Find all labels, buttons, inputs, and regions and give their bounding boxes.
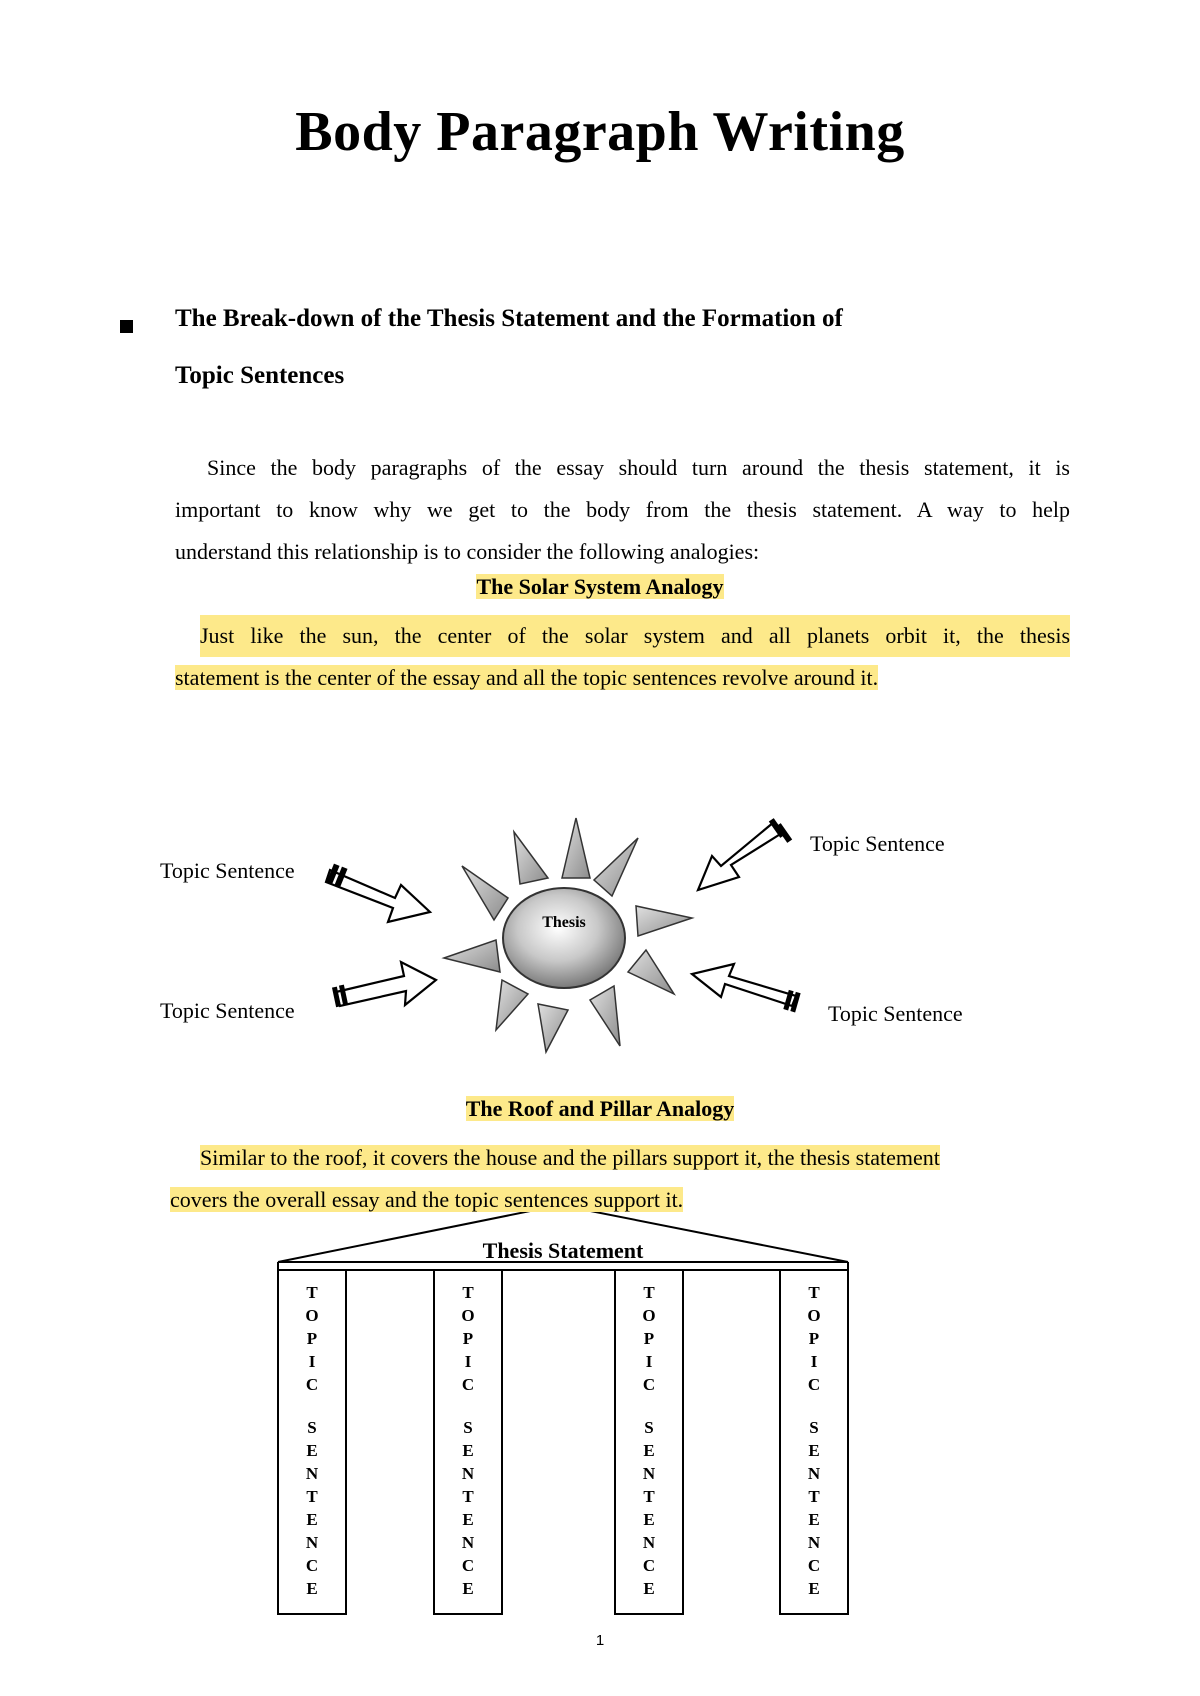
page-number: 1 — [595, 1632, 605, 1649]
pillar-letter: I — [464, 1352, 472, 1371]
ray — [514, 832, 548, 884]
pillar-letter: T — [306, 1283, 318, 1302]
pillar-letter: T — [643, 1487, 655, 1506]
pillar-letter: P — [643, 1329, 655, 1348]
pillar-letter: O — [305, 1306, 319, 1325]
page-title: Body Paragraph Writing — [295, 101, 905, 163]
pillar-letter: E — [462, 1441, 474, 1460]
pillar-letter: C — [642, 1556, 656, 1575]
pillar-letter: E — [808, 1510, 820, 1529]
pillar-letter: I — [810, 1352, 818, 1371]
pillar-letter: C — [461, 1556, 475, 1575]
pillar-letter: E — [462, 1579, 474, 1598]
ray — [594, 838, 638, 896]
ray — [636, 906, 692, 936]
pillar-letter: C — [807, 1556, 821, 1575]
ray — [462, 866, 508, 920]
pillar-letter: N — [642, 1464, 656, 1483]
ray — [590, 986, 620, 1046]
topic-sentence-label-top-right: Topic Sentence — [810, 831, 945, 856]
arrow-icon — [698, 822, 782, 890]
arrow-icon — [692, 964, 796, 1006]
ray — [628, 950, 674, 994]
pillar-letter: E — [643, 1441, 655, 1460]
roof-heading-text: The Roof and Pillar Analogy — [465, 1096, 735, 1121]
pillar-letter: S — [307, 1418, 317, 1437]
pillar-letter: T — [462, 1487, 474, 1506]
sun-core — [503, 888, 625, 988]
section-heading-line2: Topic Sentences — [175, 362, 345, 389]
pillar-letter: C — [305, 1375, 319, 1394]
pillar-letter: E — [306, 1510, 318, 1529]
pillar-letter: C — [305, 1556, 319, 1575]
roof-line-1-wrap — [200, 1137, 940, 1179]
intro-line-3: understand this relationship is to consider the following analogies: — [175, 539, 760, 564]
pillar-letter: N — [807, 1464, 821, 1483]
pillar-letter: P — [306, 1329, 318, 1348]
section-heading-line1: The Break-down of the Thesis Statement and the Formation of — [175, 305, 843, 332]
pillar-letter: O — [642, 1306, 656, 1325]
pillar-letter: C — [807, 1375, 821, 1394]
pillar-letter: E — [306, 1441, 318, 1460]
pillar-letter: N — [642, 1533, 656, 1552]
pillar-letter: N — [461, 1464, 475, 1483]
pillar-letter: O — [807, 1306, 821, 1325]
pillar-letter: P — [462, 1329, 474, 1348]
pillar-letter: T — [462, 1283, 474, 1302]
topic-sentence-label-top-left: Topic Sentence — [160, 858, 295, 883]
ray — [444, 940, 500, 972]
pillar-letter: S — [644, 1418, 654, 1437]
sun-center-label: Thesis — [542, 914, 586, 931]
intro-line-1: Since the body paragraphs of the essay should turn around the thesis statement, it is — [207, 455, 1070, 480]
solar-heading-text: The Solar System Analogy — [476, 574, 724, 599]
pillar-letter: T — [643, 1283, 655, 1302]
pillar-letter: E — [462, 1510, 474, 1529]
pillar-letter: N — [305, 1464, 319, 1483]
pillar-letter: E — [808, 1441, 820, 1460]
ray — [538, 1004, 568, 1052]
pillar-letter: N — [461, 1533, 475, 1552]
solar-line-2: statement is the center of the essay and all the topic sentences revolve around it. — [175, 665, 879, 690]
pillar-letter: P — [808, 1329, 820, 1348]
ray — [562, 818, 590, 878]
roof-label: Thesis Statement — [482, 1238, 644, 1263]
intro-line-2: important to know why we get to the body from the thesis statement. A way to help — [175, 497, 1070, 522]
topic-sentence-label-bottom-right: Topic Sentence — [828, 1001, 963, 1026]
roof-line-1: Similar to the roof, it covers the house and the pillars support it, the thesis statement — [200, 1145, 940, 1170]
pillar-letter: N — [807, 1533, 821, 1552]
arrow-icon — [336, 962, 436, 1006]
pillar-letter: C — [642, 1375, 656, 1394]
pillar-letter: S — [809, 1418, 819, 1437]
pillar-letter: E — [306, 1579, 318, 1598]
pillar-letter: T — [808, 1487, 820, 1506]
pillar-letter: E — [808, 1579, 820, 1598]
pillar-letter: I — [645, 1352, 653, 1371]
pillar-letters — [305, 1283, 820, 1598]
roof-line-2: covers the overall essay and the topic sentences support it. — [170, 1187, 684, 1212]
topic-sentence-label-bottom-left: Topic Sentence — [160, 998, 295, 1023]
pillar-letter: I — [308, 1352, 316, 1371]
ray — [496, 980, 528, 1030]
roof-heading — [0, 1096, 1200, 1122]
solar-line-1: Just like the sun, the center of the solar system and all planets orbit it, the thesis — [200, 615, 1070, 657]
pillar-letter: E — [643, 1510, 655, 1529]
pillar-diagram — [278, 1205, 848, 1614]
pillar-letter: T — [306, 1487, 318, 1506]
pillar-letter: N — [305, 1533, 319, 1552]
pillar-letter: C — [461, 1375, 475, 1394]
pillar-letter: S — [463, 1418, 473, 1437]
pillar-letter: T — [808, 1283, 820, 1302]
roof-line-2-wrap — [170, 1179, 683, 1221]
pillar-letter: O — [461, 1306, 475, 1325]
pillar-letter: E — [643, 1579, 655, 1598]
